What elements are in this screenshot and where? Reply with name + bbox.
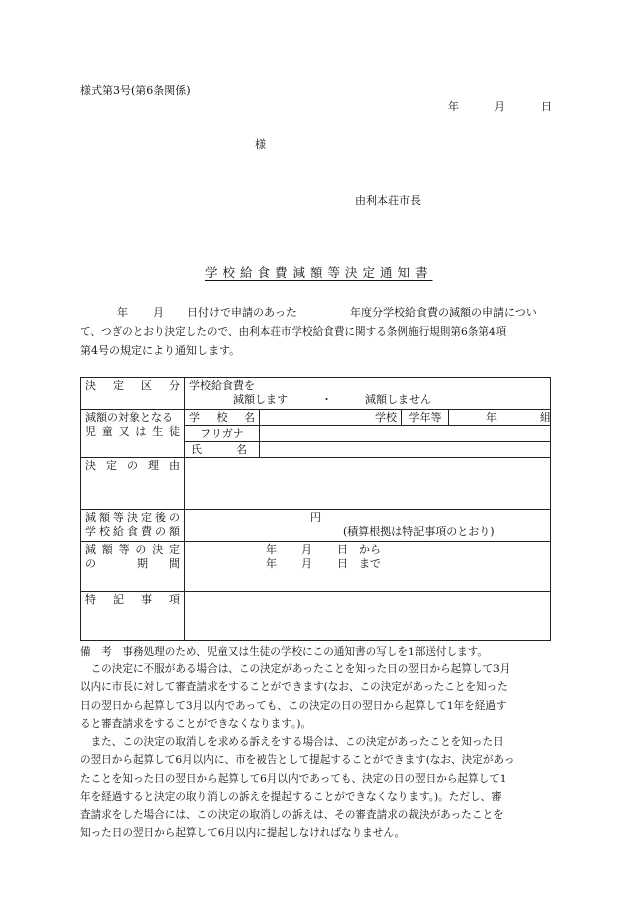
option-no-reduce: 減額しません — [365, 393, 431, 406]
school-field: 学校 — [260, 410, 402, 425]
remark: 備 考 事務処理のため、児童又は生徒の学校にこの通知書の写しを1部送付します。 — [80, 646, 489, 658]
row-special — [81, 592, 551, 641]
note-line: この決定に不服がある場合は、この決定があったことを知った日の翌日から起算して3月 — [80, 663, 511, 675]
note-line: 以内に市長に対して審査請求をすることができます(なお、この決定があったことを知った — [80, 681, 508, 694]
furigana-field — [260, 426, 550, 441]
label-subject-2: 児 童 又 は 生 徒 — [85, 425, 180, 438]
option-separator: ・ — [321, 393, 332, 406]
label-decision: 決 定 区 分 — [85, 379, 180, 392]
note-line: 査請求をした場合には、この決定の取消しの訴えは、その審査請求の裁決があったことを — [80, 809, 504, 822]
row-subject — [81, 410, 551, 458]
note-line: たことを知った日の翌日から起算して6月以内であっても、決定の日の翌日から起算して1 — [80, 772, 507, 785]
label-period-2: の 期 間 — [85, 557, 180, 570]
note-line: 年を経過すると決定の取り消しの訴えを提起することができなくなります。)。ただし、審 — [80, 790, 502, 803]
note-line: また、この決定の取消しを求める訴えをする場合は、この決定があったことを知った日 — [80, 736, 504, 748]
intro-end: 年度分学校給食費の減額の申請につい — [350, 306, 537, 319]
period-to: 年 月 日 まで — [266, 557, 381, 570]
grade-field: 年 組 — [486, 411, 551, 424]
furigana-label: フリガナ — [185, 426, 260, 441]
date-year: 年 — [448, 100, 459, 113]
period-from: 年 月 日 から — [266, 543, 381, 556]
option-reduce: 減額します — [233, 393, 288, 406]
date-month: 月 — [494, 100, 505, 113]
school-label: 学 校 名 — [185, 410, 260, 425]
intro-year: 年 — [117, 306, 128, 319]
addressee-suffix: 様 — [255, 138, 266, 151]
note-line: 日の翌日から起算して3月以内であっても、この決定の日の翌日から起算して1年を経過す — [80, 699, 507, 712]
label-reason: 決 定 の 理 由 — [85, 459, 180, 472]
row-reason — [81, 458, 551, 510]
row-period — [81, 542, 551, 592]
intro-mid: 日付けで申請のあった — [187, 306, 297, 319]
decision-table — [80, 377, 551, 641]
note-line: の翌日から起算して6月以内に、市を被告として提起することができます(なお、決定があっ — [80, 754, 515, 767]
note-line: 知った日の翌日から起算して6月以内に提起しなければなりません。 — [80, 827, 406, 840]
name-label: 氏 名 — [185, 442, 260, 457]
intro-line2: て、つぎのとおり決定したので、由利本荘市学校給食費に関する条例施行規則第6条第4項 — [80, 326, 507, 338]
label-subject-1: 減額の対象となる — [85, 411, 173, 424]
note-line: ると審査請求をすることができなくなります。)。 — [80, 717, 312, 730]
special-field — [185, 592, 551, 641]
document-title: 学校給食費減額等決定通知書 — [205, 265, 433, 280]
reason-field — [185, 458, 551, 510]
intro-month: 月 — [153, 306, 164, 319]
issuer: 由利本荘市長 — [355, 194, 421, 207]
row-amount — [81, 510, 551, 542]
decision-line1: 学校給食費を — [189, 379, 255, 392]
label-amount-2: 学 校 給 食 費 の 額 — [85, 525, 180, 538]
label-amount-1: 減 額 等 決 定 後 の — [85, 511, 180, 524]
label-special: 特 記 事 項 — [85, 593, 180, 606]
row-decision — [81, 378, 551, 410]
label-period-1: 減 額 等 の 決 定 — [85, 543, 180, 556]
grade-label: 学年等 — [402, 410, 449, 425]
intro-line3: 第4号の規定により通知します。 — [80, 344, 241, 357]
name-field — [260, 442, 550, 457]
amount-yen: 円 — [310, 511, 321, 524]
date-day: 日 — [541, 100, 552, 113]
form-number: 様式第3号(第6条関係) — [80, 84, 191, 97]
amount-note: (積算根拠は特記事項のとおり) — [343, 525, 495, 538]
notes-paragraph-2 — [80, 733, 555, 843]
notes-paragraph-1 — [80, 660, 555, 733]
